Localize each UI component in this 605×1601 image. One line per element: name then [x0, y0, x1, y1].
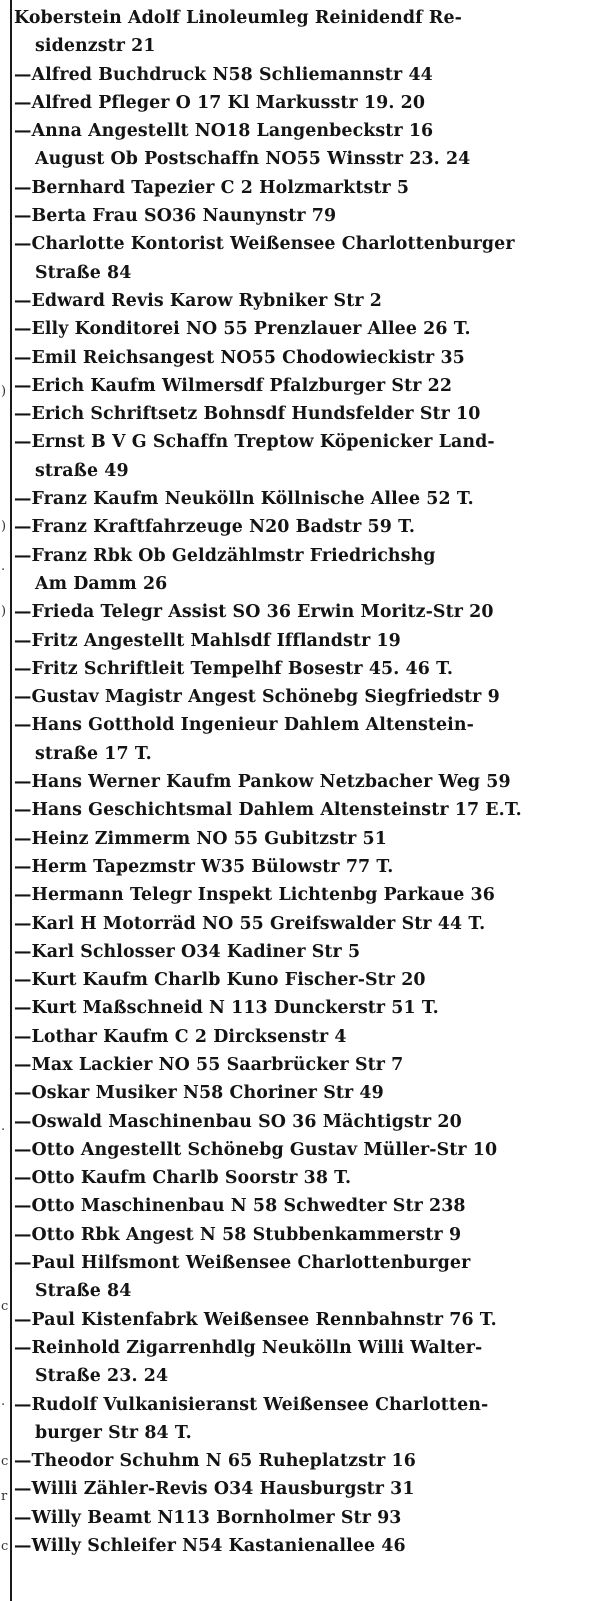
- entry-line: —Otto Maschinenbau N 58 Schwedter Str 238: [14, 1196, 466, 1217]
- entry-line: —Franz Kraftfahrzeuge N20 Badstr 59 T.: [14, 517, 416, 538]
- directory-entry: [14, 230, 602, 287]
- entry-line: —Franz Kaufm Neukölln Köllnische Allee 52 T.: [14, 489, 474, 510]
- entry-line: —Otto Kaufm Charlb Soorstr 38 T.: [14, 1168, 352, 1189]
- entry-continuation-line: Straße 23. 24: [35, 1366, 169, 1387]
- entry-line: —Anna Angestellt NO18 Langenbeckstr 16: [14, 121, 434, 142]
- entry-line: —Theodor Schuhm N 65 Ruheplatzstr 16: [14, 1451, 416, 1472]
- margin-mark: c: [1, 1299, 9, 1314]
- entry-line: —Rudolf Vulkanisieranst Weißensee Charlotten-: [14, 1394, 489, 1415]
- entry-line: —Alfred Pfleger O 17 Kl Markusstr 19. 20: [14, 92, 426, 113]
- directory-entry: [14, 598, 602, 626]
- entry-continuation-line: straße 17 T.: [35, 743, 152, 764]
- directory-entry: [14, 1164, 602, 1192]
- entry-line: —Elly Konditorei NO 55 Prenzlauer Allee 26 T.: [14, 319, 471, 340]
- directory-entry: [14, 910, 602, 938]
- directory-entry: [14, 372, 602, 400]
- entry-line: —Ernst B V G Schaffn Treptow Köpenicker Land-: [14, 432, 495, 453]
- directory-entry: [14, 1079, 602, 1107]
- directory-entry: [14, 825, 602, 853]
- entry-line: —Berta Frau SO36 Naunynstr 79: [14, 206, 337, 227]
- directory-entry: [14, 542, 602, 599]
- entry-line: —Paul Kistenfabrk Weißensee Rennbahnstr 76 T.: [14, 1309, 497, 1330]
- entry-continuation-line: sidenzstr 21: [35, 36, 156, 57]
- entry-line: —Karl Schlosser O34 Kadiner Str 5: [14, 941, 361, 962]
- directory-entry: [14, 938, 602, 966]
- directory-entry: [14, 89, 602, 117]
- margin-mark: .: [1, 559, 6, 574]
- directory-entry: [14, 1504, 602, 1532]
- margin-mark: .: [1, 1394, 6, 1409]
- entry-line: —Lothar Kaufm C 2 Dircksenstr 4: [14, 1026, 347, 1047]
- directory-entry: [14, 428, 602, 485]
- entry-line: —Hermann Telegr Inspekt Lichtenbg Parkaue 36: [14, 885, 495, 906]
- entry-line: —Herm Tapezmstr W35 Bülowstr 77 T.: [14, 856, 394, 877]
- entry-line: —Max Lackier NO 55 Saarbrücker Str 7: [14, 1054, 404, 1075]
- directory-entry: [14, 400, 602, 428]
- directory-entry: [14, 1391, 602, 1448]
- directory-entry: [14, 1221, 602, 1249]
- margin-mark: .: [1, 1119, 6, 1134]
- entry-line: —Heinz Zimmerm NO 55 Gubitzstr 51: [14, 828, 387, 849]
- directory-entry: [14, 1532, 602, 1560]
- entry-line: —Emil Reichsangest NO55 Chodowieckistr 35: [14, 347, 465, 368]
- entry-continuation-line: straße 49: [35, 460, 129, 481]
- directory-entry: [14, 61, 602, 89]
- entry-line: —Charlotte Kontorist Weißensee Charlottenburger: [14, 234, 515, 255]
- directory-entry: [14, 683, 602, 711]
- directory-entry: [14, 1192, 602, 1220]
- entry-continuation-line: burger Str 84 T.: [35, 1422, 192, 1443]
- entry-line: —Paul Hilfsmont Weißensee Charlottenburger: [14, 1253, 471, 1274]
- directory-entry: [14, 881, 602, 909]
- entry-line: —Otto Rbk Angest N 58 Stubbenkammerstr 9: [14, 1224, 462, 1245]
- entry-line: —Gustav Magistr Angest Schönebg Siegfriedstr 9: [14, 687, 500, 708]
- directory-entry: [14, 1023, 602, 1051]
- directory-entry: [14, 174, 602, 202]
- directory-entry: [14, 513, 602, 541]
- entry-line: —Reinhold Zigarrenhdlg Neukölln Willi Walter-: [14, 1337, 483, 1358]
- entry-line: —Oswald Maschinenbau SO 36 Mächtigstr 20: [14, 1111, 462, 1132]
- directory-entry: [14, 287, 602, 315]
- directory-entry: [14, 485, 602, 513]
- column-rule: [10, 0, 12, 1601]
- entry-line: —Erich Kaufm Wilmersdf Pfalzburger Str 22: [14, 375, 453, 396]
- directory-entry: [14, 1447, 602, 1475]
- entry-line: —Hans Gotthold Ingenieur Dahlem Altenstein-: [14, 715, 474, 736]
- margin-mark: c: [1, 1454, 9, 1469]
- margin-mark: ): [1, 604, 7, 619]
- directory-entry: [14, 1249, 602, 1306]
- entry-line: —Fritz Angestellt Mahlsdf Ifflandstr 19: [14, 630, 401, 651]
- directory-entry: [14, 1475, 602, 1503]
- directory-entry: [14, 202, 602, 230]
- directory-entry: [14, 344, 602, 372]
- entry-continuation-line: August Ob Postschaffn NO55 Winsstr 23. 24: [35, 149, 471, 170]
- entry-line: —Hans Werner Kaufm Pankow Netzbacher Weg 59: [14, 772, 511, 793]
- directory-entries: [14, 4, 602, 1560]
- directory-entry: [14, 1051, 602, 1079]
- entry-line: —Frieda Telegr Assist SO 36 Erwin Moritz-Str 20: [14, 602, 494, 623]
- margin-mark: ): [1, 384, 7, 399]
- directory-entry: [14, 853, 602, 881]
- directory-entry: [14, 117, 602, 174]
- margin-mark: c: [1, 1539, 9, 1554]
- directory-entry: [14, 796, 602, 824]
- entry-continuation-line: Straße 84: [35, 1281, 132, 1302]
- entry-line: —Karl H Motorräd NO 55 Greifswalder Str 44 T.: [14, 913, 486, 934]
- left-margin-marks: [0, 0, 8, 1601]
- directory-entry: [14, 966, 602, 994]
- directory-entry: [14, 1136, 602, 1164]
- entry-line: —Willy Schleifer N54 Kastanienallee 46: [14, 1536, 406, 1557]
- entry-line: Koberstein Adolf Linoleumleg Reinidendf Re-: [14, 8, 462, 28]
- directory-entry: [14, 1334, 602, 1391]
- entry-line: —Willy Beamt N113 Bornholmer Str 93: [14, 1507, 402, 1528]
- margin-mark: ): [1, 519, 7, 534]
- entry-line: —Willi Zähler-Revis O34 Hausburgstr 31: [14, 1479, 415, 1500]
- entry-line: —Kurt Kaufm Charlb Kuno Fischer-Str 20: [14, 970, 426, 991]
- directory-entry: [14, 315, 602, 343]
- directory-entry: [14, 994, 602, 1022]
- directory-entry: [14, 768, 602, 796]
- directory-entry: [14, 1108, 602, 1136]
- entry-line: —Edward Revis Karow Rybniker Str 2: [14, 290, 382, 311]
- entry-line: —Oskar Musiker N58 Choriner Str 49: [14, 1083, 384, 1104]
- entry-line: —Otto Angestellt Schönebg Gustav Müller-Str 10: [14, 1139, 498, 1160]
- entry-continuation-line: Am Damm 26: [35, 573, 168, 594]
- entry-line: —Alfred Buchdruck N58 Schliemannstr 44: [14, 64, 433, 85]
- entry-line: —Hans Geschichtsmal Dahlem Altensteinstr 17 E.T.: [14, 800, 522, 821]
- directory-entry: [14, 627, 602, 655]
- entry-line: —Fritz Schriftleit Tempelhf Bosestr 45. 46 T.: [14, 658, 454, 679]
- entry-line: —Bernhard Tapezier C 2 Holzmarktstr 5: [14, 177, 410, 198]
- directory-entry: [14, 4, 602, 61]
- entry-continuation-line: Straße 84: [35, 262, 132, 283]
- directory-entry: [14, 711, 602, 768]
- entry-line: —Erich Schriftsetz Bohnsdf Hundsfelder Str 10: [14, 404, 481, 425]
- directory-entry: [14, 655, 602, 683]
- margin-mark: r: [1, 1489, 8, 1504]
- directory-entry: [14, 1306, 602, 1334]
- entry-line: —Franz Rbk Ob Geldzählmstr Friedrichshg: [14, 545, 436, 566]
- entry-line: —Kurt Maßschneid N 113 Dunckerstr 51 T.: [14, 998, 439, 1019]
